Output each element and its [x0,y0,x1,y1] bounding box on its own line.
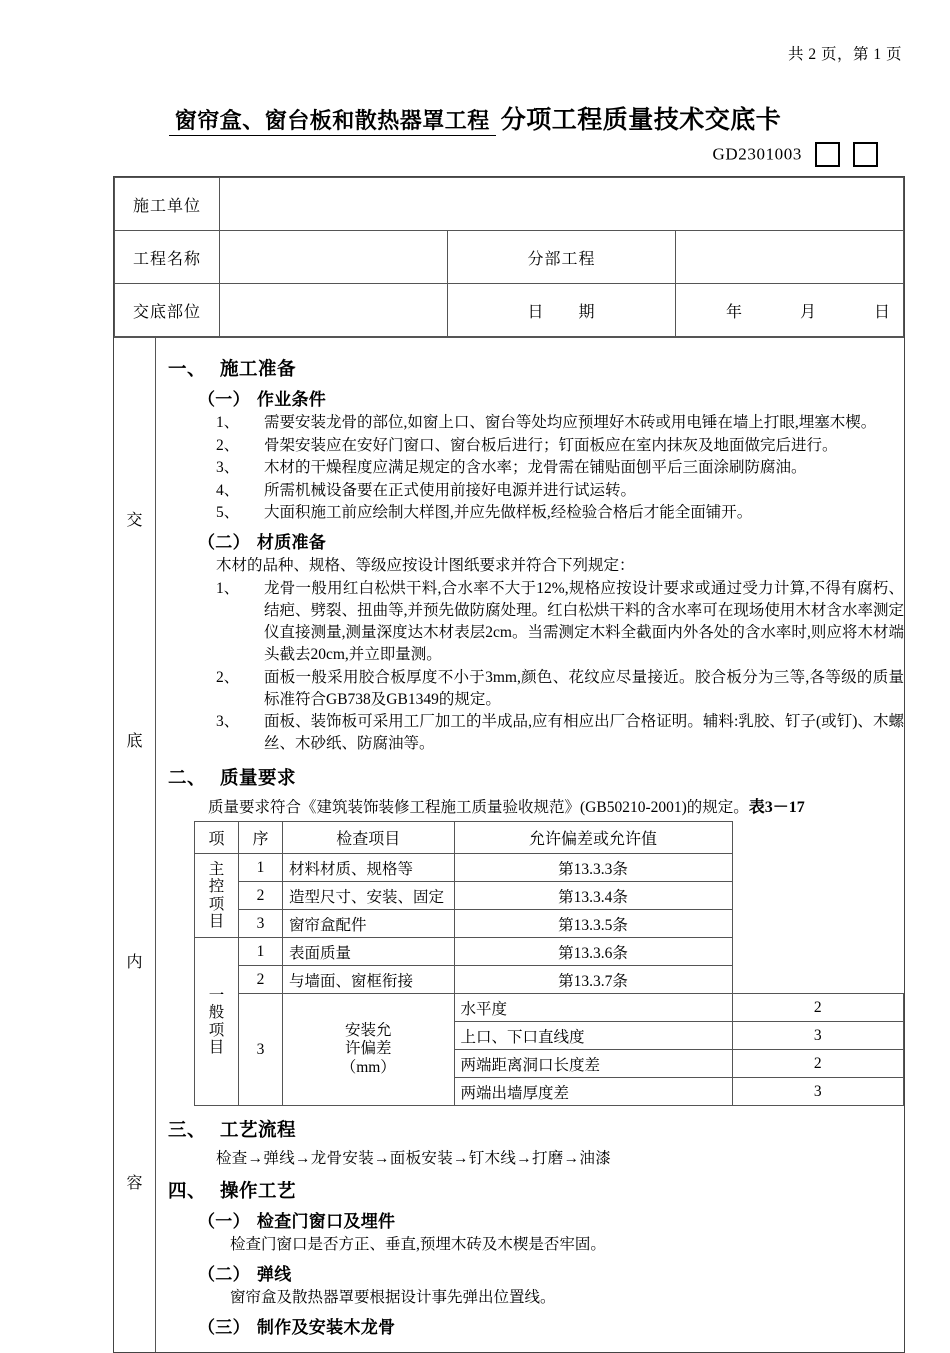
category-main-control [195,854,239,938]
main-frame [113,176,905,1353]
section-3-number: 三、 [168,1121,207,1141]
section-1-sub1-number: （一） [198,390,250,409]
document-code-row [0,142,950,167]
document-code: GD2301003 [712,144,802,164]
title-main: 分项工程质量技术交底卡 [500,107,782,134]
section-4-sub1-text: 检查门窗口是否方正、垂直,预埋木砖及木楔是否牢固。 [230,1236,606,1253]
quality-note-text: 质量要求符合《建筑装饰装修工程施工质量验收规范》(GB50210-2001)的规定。 [208,799,749,816]
tolerance-label [283,994,455,1106]
section-4-number: 四、 [168,1182,207,1202]
item-text: 所需机械设备要在正式使用前接好电源并进行试运转。 [264,481,637,499]
category-char: 控 [208,878,225,896]
cell-tolerance-item: 上口、下口直线度 [454,1022,732,1050]
table-row [195,910,904,938]
cell-allowable-value: 第13.3.6条 [454,938,732,966]
section-3-heading [168,1116,904,1142]
section-1-sub2-lead: 木材的品种、规格、等级应按设计图纸要求并符合下列规定： [216,557,635,574]
section-2-number: 二、 [168,769,207,789]
category-general-items [195,938,239,1106]
value-sub-project[interactable] [676,231,904,284]
table-header-row [195,822,904,854]
quality-table-ref: 表3－17 [748,799,805,816]
category-char: 目 [208,1038,225,1056]
item-marker: 1、 [216,414,240,431]
section-4-sub3-number: （三） [198,1318,250,1337]
cell-tolerance-item: 两端距离洞口长度差 [454,1050,732,1078]
section-4-sub3-title: 制作及安装木龙骨 [256,1318,396,1337]
label-project-name: 工程名称 [115,231,220,284]
item-text: 木材的干燥程度应满足规定的含水率；龙骨需在铺贴面刨平后三面涂刷防腐油。 [264,459,807,476]
code-checkbox-2[interactable] [853,142,878,167]
label-construction-unit: 施工单位 [115,178,220,231]
list-item [216,457,904,479]
label-date: 日 期 [448,284,676,337]
section-4-sub2-number: （二） [198,1265,250,1284]
cell-inspection-item: 造型尺寸、安装、固定 [283,882,455,910]
item-marker: 5、 [216,504,240,521]
section-4-sub1-heading [168,1207,904,1232]
side-label-char-4: 容 [126,1175,143,1192]
item-text: 大面积施工前应绘制大样图,并应先做样板,经检验合格后才能全面铺开。 [264,504,753,521]
list-item [216,711,904,755]
category-char: 目 [208,912,225,930]
section-4-heading [168,1177,904,1203]
category-char: 项 [208,895,225,913]
cell-sequence: 1 [239,854,283,882]
cell-allowable-value: 第13.3.4条 [454,882,732,910]
cell-sequence: 1 [239,938,283,966]
section-2-heading [168,764,904,790]
side-label-char-1: 交 [126,512,143,529]
side-label-char-2: 底 [126,733,143,750]
list-item [216,667,904,711]
cell-tolerance-item: 水平度 [454,994,732,1022]
cell-tolerance-value: 2 [732,994,904,1022]
value-date[interactable] [676,284,904,337]
content-body [156,338,918,1352]
table-row-disclosure-part [115,284,904,337]
section-4-sub2-title: 弹线 [256,1265,292,1284]
section-1-sub2-title: 材质准备 [256,533,327,552]
value-disclosure-part[interactable] [220,284,448,337]
section-1-sub1-heading [168,385,904,410]
item-marker: 3、 [216,713,240,730]
label-disclosure-part: 交底部位 [115,284,220,337]
section-1-sub1-title: 作业条件 [256,390,327,409]
list-item [216,578,904,666]
category-char: 般 [208,1004,225,1022]
item-text: 需要安装龙骨的部位,如窗上口、窗台等处均应预埋好木砖或用电锤在墙上打眼,埋塞木楔。 [264,414,877,431]
item-text: 骨架安装应在安好门窗口、窗台板后进行；钉面板应在室内抹灰及地面做完后进行。 [264,436,838,454]
header-allowable-deviation: 允许偏差或允许值 [454,822,732,854]
date-year-label: 年 [726,303,743,321]
title-subject: 窗帘盒、窗台板和散热器罩工程 [169,108,496,136]
cell-inspection-item: 表面质量 [283,938,455,966]
table-row-construction-unit [115,178,904,231]
cell-tolerance-value: 3 [732,1022,904,1050]
cell-tolerance-item: 两端出墙厚度差 [454,1078,732,1106]
category-char: 主 [208,860,225,878]
tolerance-label-line: 安装允 [344,1022,392,1040]
list-item [216,412,904,434]
cell-sequence-tolerance: 3 [239,994,283,1106]
section-1-number: 一、 [168,360,207,380]
list-item [216,480,904,502]
table-row [195,966,904,994]
value-construction-unit[interactable] [220,178,904,231]
cell-sequence: 2 [239,882,283,910]
category-char: 一 [208,986,225,1004]
section-4-sub2-text: 窗帘盒及散热器罩要根据设计事先弹出位置线。 [230,1289,556,1306]
section-2-title: 质量要求 [220,769,297,789]
header-category: 项 [195,822,239,854]
quality-requirements-table [194,821,904,1106]
item-marker: 4、 [216,481,240,499]
item-marker: 1、 [216,580,240,597]
cell-allowable-value: 第13.3.3条 [454,854,732,882]
list-item [216,502,904,524]
date-month-label: 月 [800,303,817,321]
section-1-sub1-list [168,412,904,524]
content-region [114,337,904,1352]
table-row-project-name [115,231,904,284]
code-checkbox-1[interactable] [815,142,840,167]
section-4-sub3-heading [168,1313,904,1338]
section-1-title: 施工准备 [220,360,297,380]
header-inspection-item: 检查项目 [283,822,455,854]
section-4-sub2-heading [168,1260,904,1285]
document-title [0,100,950,136]
quality-table-note [168,794,904,817]
side-label-char-3: 内 [126,954,143,971]
table-row [195,854,904,882]
item-text: 龙骨一般用红白松烘干料,合水率不大于12%,规格应按设计要求或通过受力计算,不得有腐朽、结疤、劈裂、扭曲等,并预先做防腐处理。红白松烘干料的含水率可在现场使用木材含水率测定仪直接测量,测量深度达木材表层2cm。当需测定木料全截面内外各处的含水率时,则应将木材端头截去20cm,并立即量测。 [264,580,904,663]
header-sequence: 序 [239,822,283,854]
cell-inspection-item: 与墙面、窗框衔接 [283,966,455,994]
cell-tolerance-value: 2 [732,1050,904,1078]
tolerance-label-line: （mm） [340,1058,396,1076]
section-3-title: 工艺流程 [220,1121,297,1141]
date-day-label: 日 [874,303,891,321]
section-4-title: 操作工艺 [220,1182,297,1202]
process-flow-text: 检查→弹线→龙骨安装→面板安装→钉木线→打磨→油漆 [216,1150,612,1167]
page-count-label: 共 2 页，第 1 页 [787,46,902,63]
cell-inspection-item: 材料材质、规格等 [283,854,455,882]
table-row [195,882,904,910]
cell-allowable-value: 第13.3.5条 [454,910,732,938]
item-marker: 2、 [216,436,240,454]
table-row [195,938,904,966]
tolerance-label-line: 许偏差 [344,1040,392,1058]
category-char: 项 [208,1021,225,1039]
info-table [114,177,904,337]
cell-sequence: 2 [239,966,283,994]
item-marker: 2、 [216,668,240,686]
section-4-sub1-number: （一） [198,1212,250,1231]
item-text: 面板、装饰板可采用工厂加工的半成品,应有相应出厂合格证明。辅料:乳胶、钉子(或钉)、木螺丝、木砂纸、防腐油等。 [264,713,904,752]
section-1-heading [168,355,904,381]
cell-tolerance-value: 3 [732,1078,904,1106]
section-4-sub1-title: 检查门窗口及埋件 [256,1212,396,1231]
value-project-name[interactable] [220,231,448,284]
section-1-sub2-list [168,578,904,755]
list-item [216,435,904,457]
vertical-side-label [114,338,156,1352]
cell-sequence: 3 [239,910,283,938]
table-row [195,994,904,1022]
item-text: 面板一般采用胶合板厚度不小于3mm,颜色、花纹应尽量接近。胶合板分为三等,各等级的质量标准符合GB738及GB1349的规定。 [264,668,904,708]
cell-inspection-item: 窗帘盒配件 [283,910,455,938]
label-sub-project: 分部工程 [448,231,676,284]
section-1-sub2-heading [168,528,904,553]
item-marker: 3、 [216,459,240,476]
cell-allowable-value: 第13.3.7条 [454,966,732,994]
section-1-sub2-number: （二） [198,533,250,552]
